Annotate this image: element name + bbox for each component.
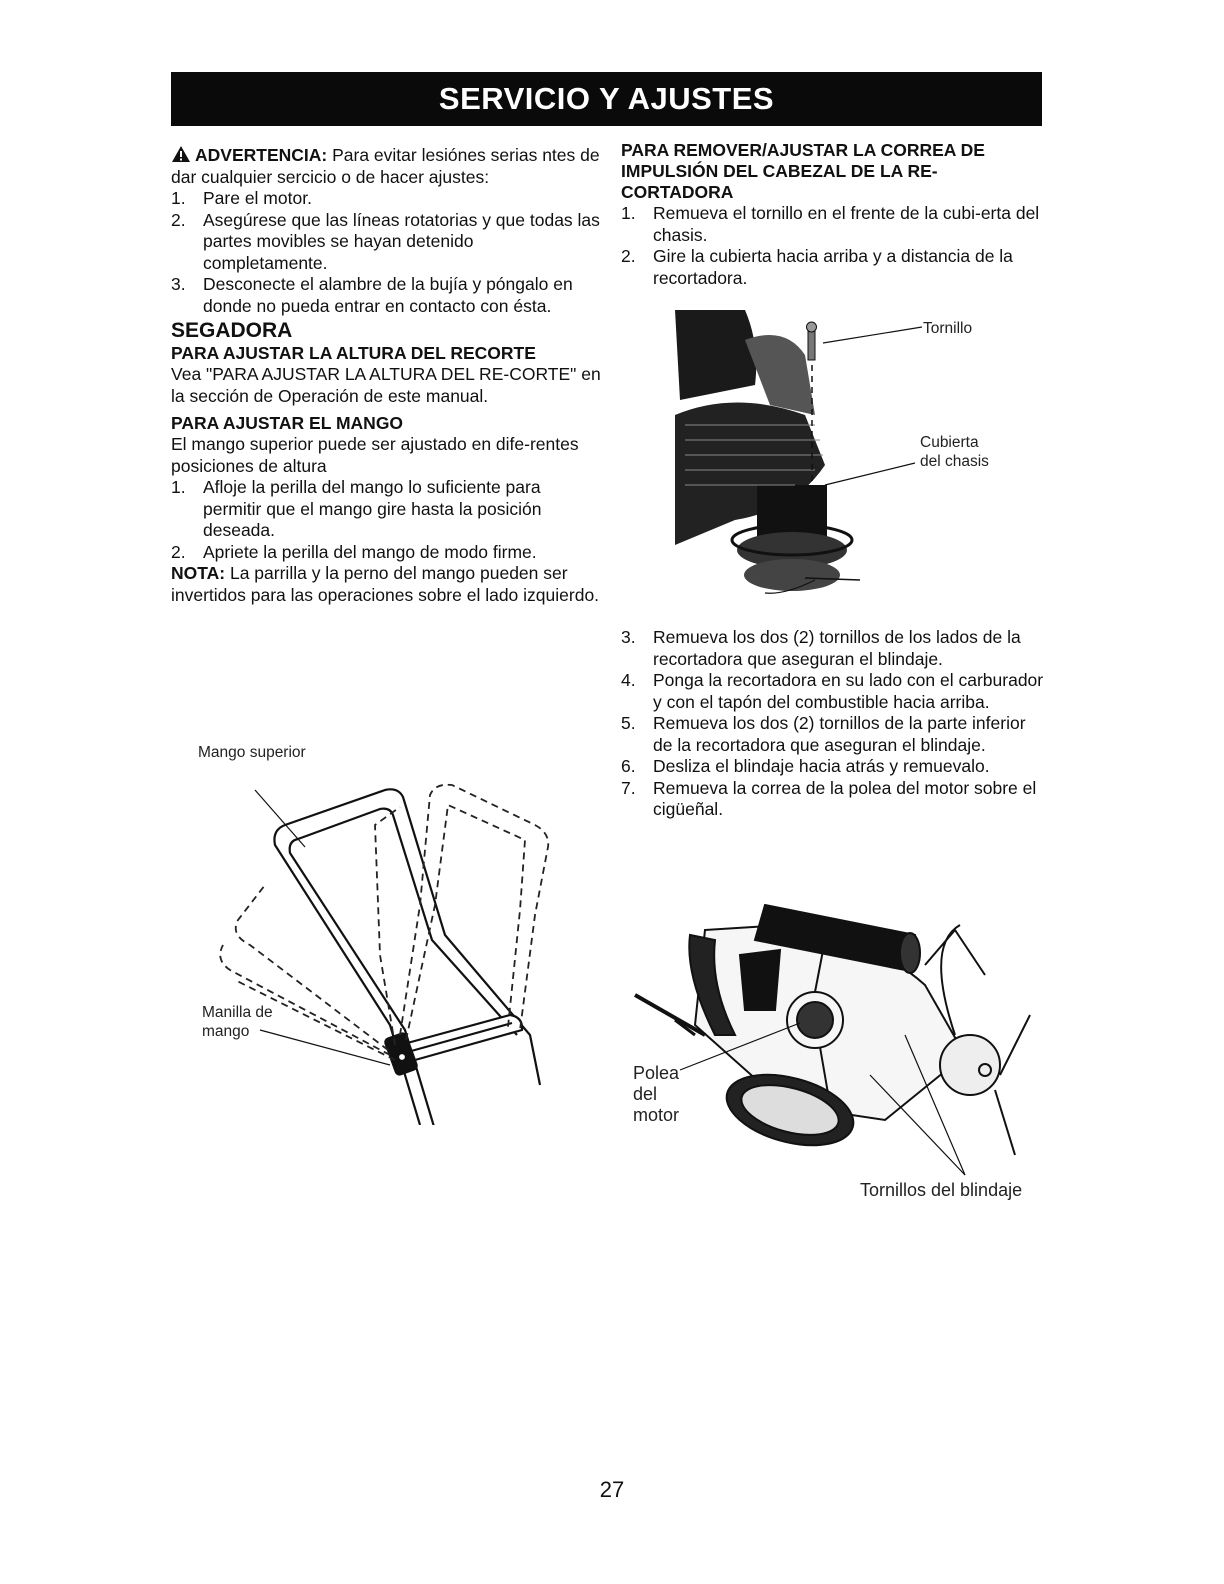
list-item: 6. Desliza el blindaje hacia atrás y remuevalo.	[621, 756, 990, 776]
subheading-altura: PARA AJUSTAR LA ALTURA DEL RECORTE	[171, 343, 536, 363]
handle-adjust-figure	[190, 735, 590, 1125]
altura-text: Vea "PARA AJUSTAR LA ALTURA DEL RE-CORTE" en la sección de Operación de este manual.	[171, 364, 601, 406]
list-item: 1. Pare el motor.	[171, 188, 312, 208]
correa-steps-b	[621, 627, 1046, 821]
list-item: 5. Remueva los dos (2) tornillos de la parte inferior de la recortadora que aseguran el blindaje.	[621, 713, 1026, 755]
subheading-correa: PARA REMOVER/AJUSTAR LA CORREA DE IMPULSIÓN DEL CABEZAL DE LA RE-CORTADORA	[621, 140, 985, 202]
handle-illustration	[190, 735, 590, 1125]
section-banner	[171, 72, 1042, 126]
page-number: 27	[599, 1477, 625, 1502]
warning-steps	[171, 188, 601, 317]
right-column	[621, 140, 1046, 289]
warning-text: Para evitar lesiónes serias ntes de dar cualquier sercicio o de hacer ajustes:	[171, 145, 600, 187]
list-item: 4. Ponga la recortadora en su lado con el carburador y con el tapón del combustible hacia arriba.	[621, 670, 1044, 712]
list-item: 2. Apriete la perilla del mango de modo firme.	[171, 541, 537, 562]
label-manilla-mango: Manilla de mango	[202, 1004, 273, 1040]
subheading-mango: PARA AJUSTAR EL MANGO	[171, 413, 404, 433]
list-item: 3. Desconecte el alambre de la bujía y póngalo en donde no pueda entrar en contacto con ésta.	[171, 274, 573, 316]
label-mango-superior: Mango superior	[198, 744, 306, 761]
label-tornillo: Tornillo	[923, 320, 973, 337]
correa-steps-a	[621, 203, 1046, 289]
mango-steps	[171, 477, 601, 563]
warning-triangle-icon	[171, 145, 191, 163]
engine-pulley-figure	[625, 885, 1045, 1205]
note-paragraph	[171, 563, 601, 606]
mango-text: El mango superior puede ser ajustado en dife-rentes posiciones de altura	[171, 434, 579, 476]
list-item: 3. Remueva los dos (2) tornillos de los lados de la recortadora que aseguran el blindaje.	[621, 627, 1021, 669]
section-heading-segadora: SEGADORA	[171, 319, 293, 342]
list-item: 1. Afloje la perilla del mango lo suficiente para permitir que el mango gire hasta la posición deseada.	[171, 477, 542, 540]
list-item: 2. Gire la cubierta hacia arriba y a distancia de la recortadora.	[621, 246, 1013, 288]
correa-steps-b-block	[621, 627, 1046, 821]
note-text: La parrilla y la perno del mango pueden ser invertidos para las operaciones sobre el lado izquierdo.	[171, 563, 600, 605]
page-title: SERVICIO Y AJUSTES	[438, 81, 775, 116]
warning-label: ADVERTENCIA:	[195, 145, 328, 165]
note-label: NOTA:	[171, 563, 226, 583]
label-polea-motor: Polea del motor	[633, 1063, 680, 1125]
chassis-cover-figure	[675, 305, 1015, 610]
warning-paragraph	[171, 145, 601, 188]
list-item: 7. Remueva la correa de la polea del motor sobre el cigüeñal.	[621, 777, 1037, 819]
left-column	[171, 145, 601, 606]
label-tornillos-blindaje: Tornillos del blindaje	[860, 1180, 1023, 1200]
list-item: 1. Remueva el tornillo en el frente de la cubi-erta del chasis.	[621, 203, 1040, 245]
list-item: 2. Asegúrese que las líneas rotatorias y que todas las partes movibles se hayan detenido completamente.	[171, 209, 600, 273]
engine-pulley-illustration	[625, 885, 1045, 1185]
label-cubierta-chasis: Cubierta del chasis	[920, 434, 989, 470]
